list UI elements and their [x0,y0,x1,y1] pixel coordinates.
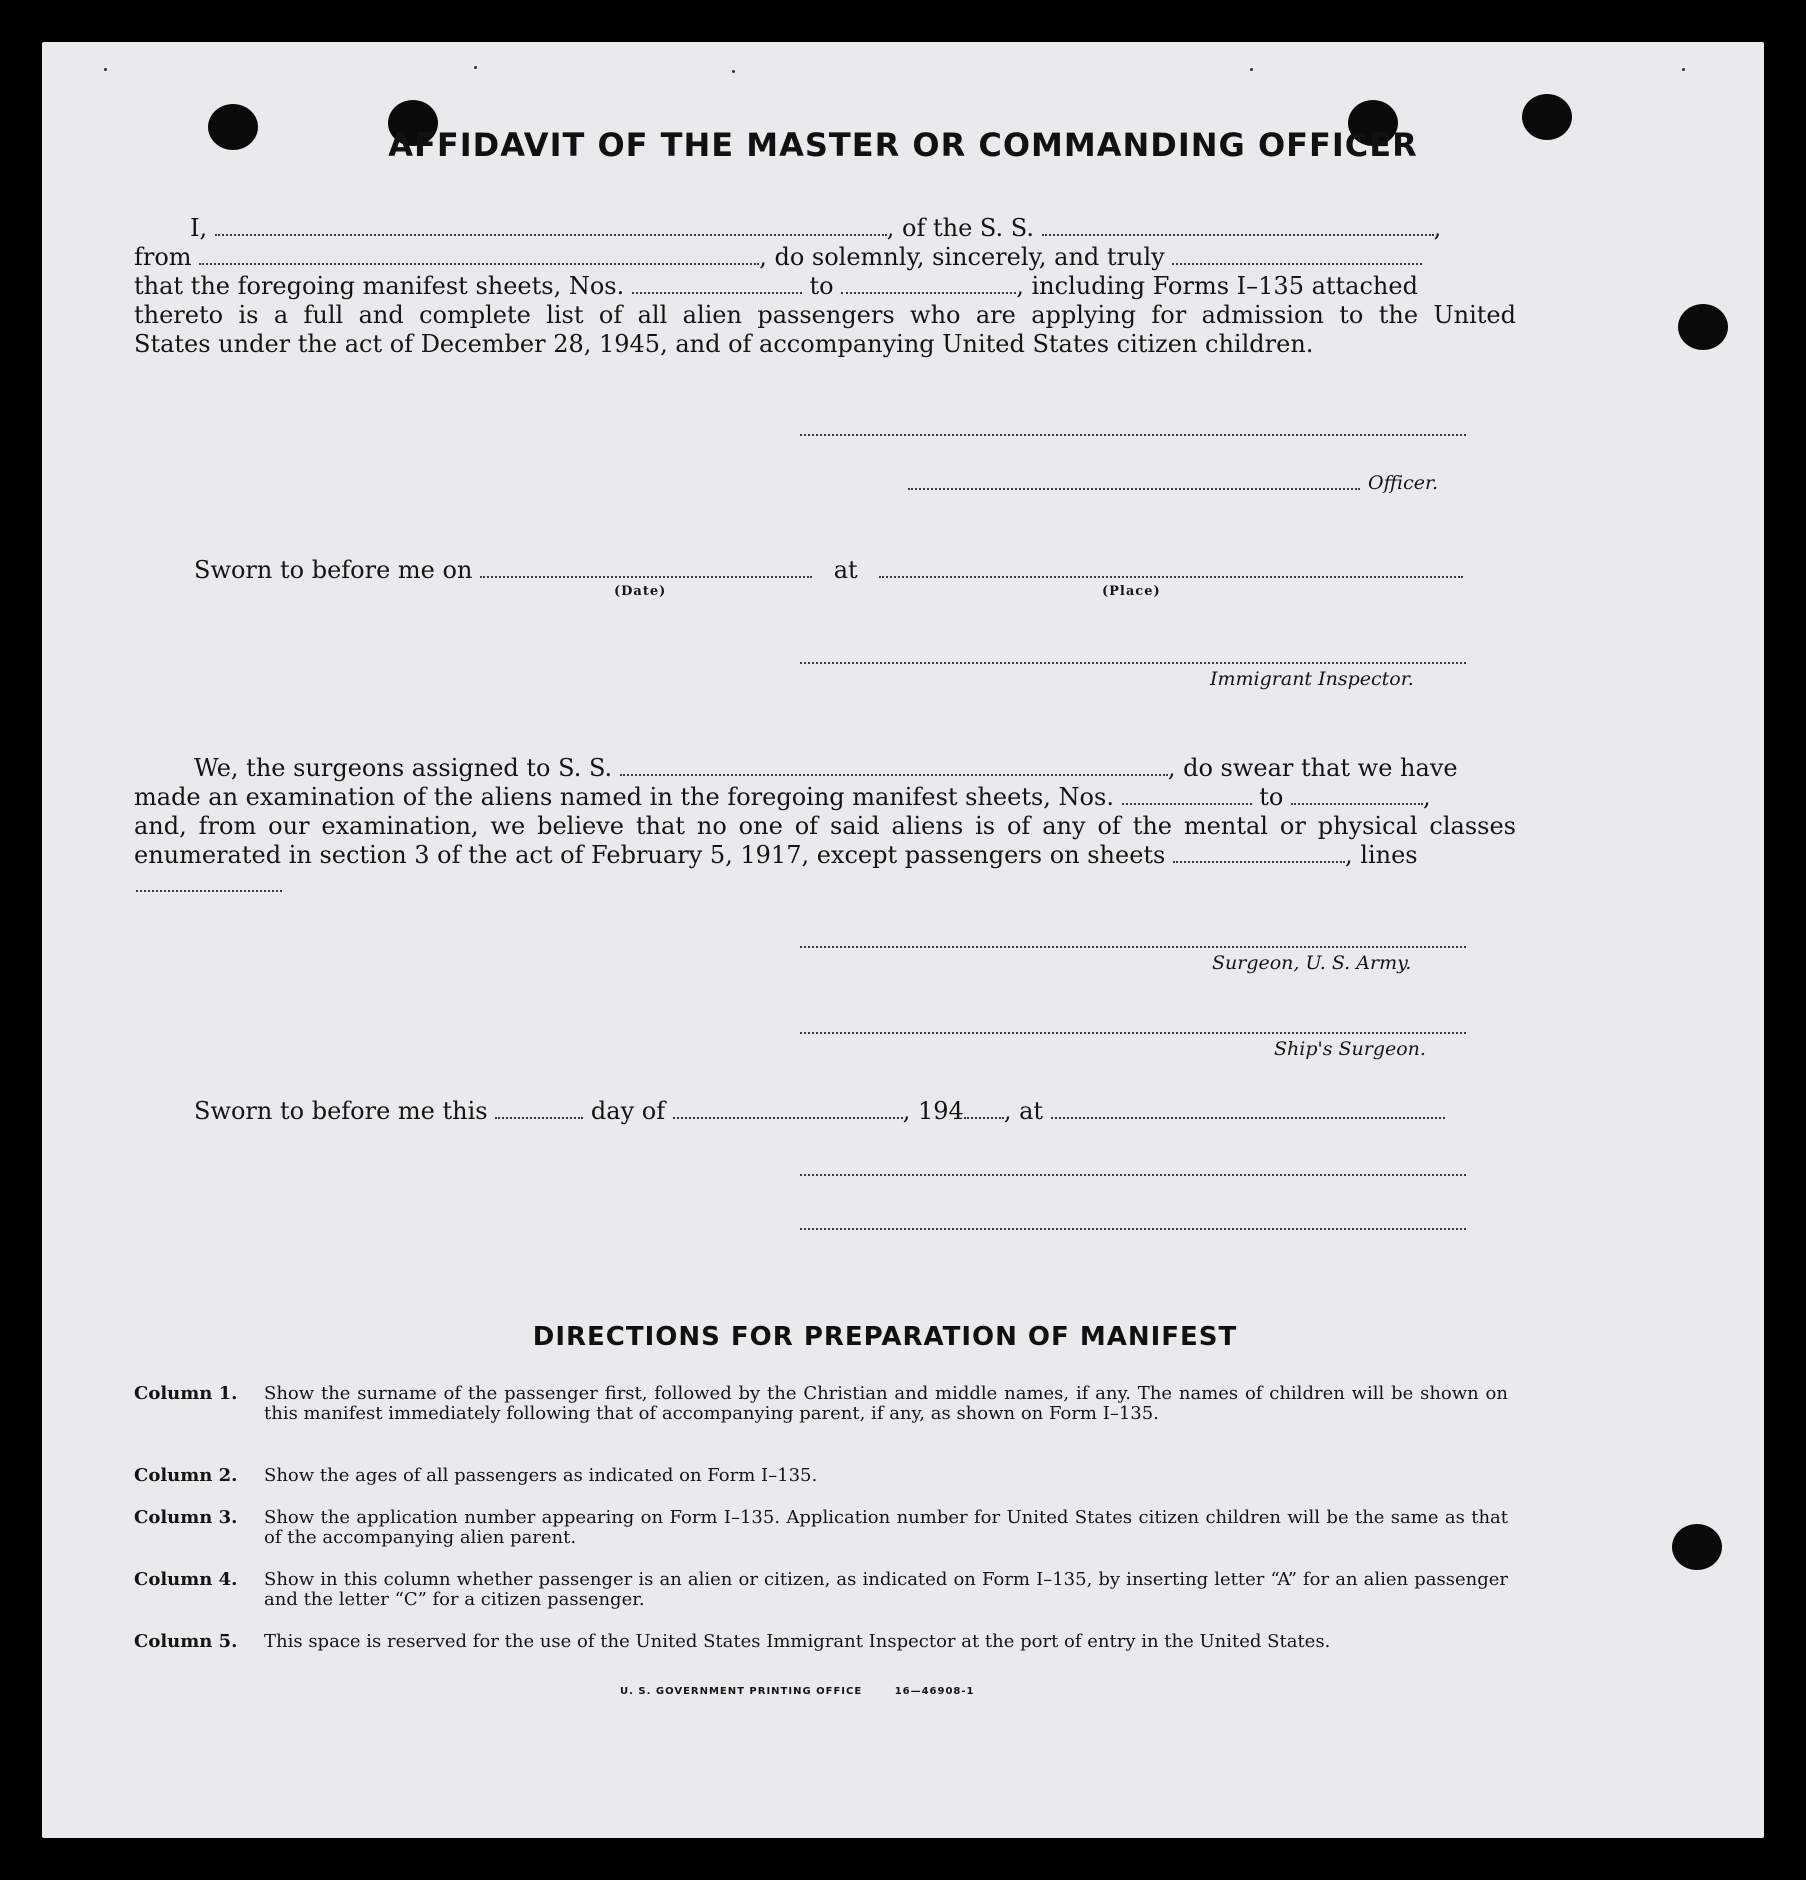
master-text: , including Forms I–135 attached [1016,272,1418,300]
surgeon-sheet-from-field[interactable] [1122,785,1252,805]
place-label: (Place) [1102,584,1161,599]
ship-surgeon-signature-line[interactable] [800,1032,1466,1034]
direction-label: Column 4. [134,1569,238,1590]
direction-label: Column 1. [134,1383,238,1404]
surgeons-text: We, the surgeons assigned to S. S. [194,754,613,782]
direction-item [134,1466,1508,1486]
surgeons-text: , lines [1345,841,1418,869]
surgeons-text: enumerated in section 3 of the act of February 5, 1917, except passengers on sheets [134,841,1166,869]
directions-title: DIRECTIONS FOR PREPARATION OF MANIFEST [532,1322,1238,1352]
sheet-from-field[interactable] [632,274,802,294]
speck [104,68,107,71]
witness-signature-line[interactable] [800,1174,1466,1176]
departure-port-field[interactable] [199,245,759,265]
ship-surgeon-caption: Ship's Surgeon. [1274,1038,1426,1060]
master-text: I, [190,214,208,242]
printer-imprint [620,1686,975,1697]
direction-label: Column 3. [134,1507,238,1528]
direction-text: Show in this column whether passenger is an alien or citizen, as indicated on Form I–135, by inserting letter “A” for an alien passenger and the letter “C” for a citizen passenger. [264,1569,1508,1610]
direction-item [134,1384,1508,1424]
inspector-caption: Immigrant Inspector. [1210,668,1414,690]
surgeons-line-4 [134,841,1516,869]
direction-text: Show the surname of the passenger first, followed by the Christian and middle names, if any. The names of children will be shown on this manifest immediately following that of accompanying parent, if any, as shown on Form I–135. [264,1383,1508,1424]
master-text: from [134,243,192,271]
punch-hole [1678,304,1728,350]
master-text: to [809,272,834,300]
sworn-month-field[interactable] [673,1099,903,1119]
army-surgeon-caption: Surgeon, U. S. Army. [1212,952,1412,974]
speck [474,66,477,69]
sworn-year-field[interactable] [964,1099,1004,1119]
surgeon-sheet-to-field[interactable] [1291,785,1423,805]
direction-text: This space is reserved for the use of the United States Immigrant Inspector at the port of entry in the United States. [264,1631,1331,1652]
sworn-day-field[interactable] [495,1099,583,1119]
speck [1250,68,1253,71]
sworn-line-2 [194,1097,1445,1125]
sworn-place-field-2[interactable] [1051,1099,1445,1119]
witness-title-line[interactable] [800,1228,1466,1230]
sworn-text: at [833,556,858,584]
sworn-text: , at [1003,1097,1044,1125]
speck [1682,68,1685,71]
direction-text: Show the application number appearing on Form I–135. Application number for United States citizen children will be the same as that of the accompanying alien parent. [264,1507,1508,1548]
master-line-2 [134,243,1516,271]
direction-text: Show the ages of all passengers as indicated on Form I–135. [264,1465,818,1486]
punch-hole [1672,1524,1722,1570]
master-signature-line[interactable] [800,434,1466,436]
master-line-3 [134,272,1516,300]
officer-caption: Officer. [1368,472,1439,494]
master-text: that the foregoing manifest sheets, Nos. [134,272,625,300]
date-label: (Date) [614,584,667,599]
master-line-4: thereto is a full and complete list of all alien passengers who are applying for admission to the United [134,301,1516,329]
sworn-text: Sworn to before me this [194,1097,488,1125]
master-line-5: States under the act of December 28, 1945, and of accompanying United States citizen children. [134,330,1314,358]
master-text: , [1433,214,1442,242]
sworn-line-1 [194,556,1463,584]
officer-rank-line[interactable] [908,488,1360,490]
master-text: , do solemnly, sincerely, and truly [759,243,1165,271]
exception-lines-field[interactable] [136,890,282,892]
sworn-text: , 194 [902,1097,964,1125]
surgeons-text: , do swear that we have [1167,754,1458,782]
sworn-place-field[interactable] [879,558,1463,578]
army-surgeon-signature-line[interactable] [800,946,1466,948]
direction-label: Column 5. [134,1631,238,1652]
sheet-to-field[interactable] [841,274,1016,294]
form-page [42,42,1764,1838]
surgeons-line-2 [134,783,1516,811]
master-text: , of the S. S. [886,214,1034,242]
surgeons-text: made an examination of the aliens named in the foregoing manifest sheets, Nos. [134,783,1114,811]
direction-item [134,1508,1508,1548]
surgeons-line-3: and, from our examination, we believe that no one of said aliens is of any of the mental or physical classes [134,812,1516,840]
sworn-text: day of [590,1097,666,1125]
form-number: 16—46908-1 [894,1686,975,1697]
surgeons-line-1 [194,754,1516,782]
direction-item [134,1632,1508,1652]
speck [732,70,735,73]
printer-name: U. S. GOVERNMENT PRINTING OFFICE [620,1686,863,1697]
sworn-text: Sworn to before me on [194,556,473,584]
direction-item [134,1570,1508,1610]
surgeons-text: , [1422,783,1431,811]
ship-name-field[interactable] [1042,216,1434,236]
exception-sheets-field[interactable] [1173,843,1345,863]
oath-field[interactable] [1172,245,1422,265]
inspector-signature-line[interactable] [800,662,1466,664]
direction-label: Column 2. [134,1465,238,1486]
master-line-1 [190,214,1516,242]
master-name-field[interactable] [215,216,887,236]
form-title: AFFIDAVIT OF THE MASTER OR COMMANDING OFFICER [388,126,1418,164]
sworn-date-field[interactable] [480,558,812,578]
surgeon-ship-field[interactable] [620,756,1168,776]
surgeons-text: to [1259,783,1284,811]
